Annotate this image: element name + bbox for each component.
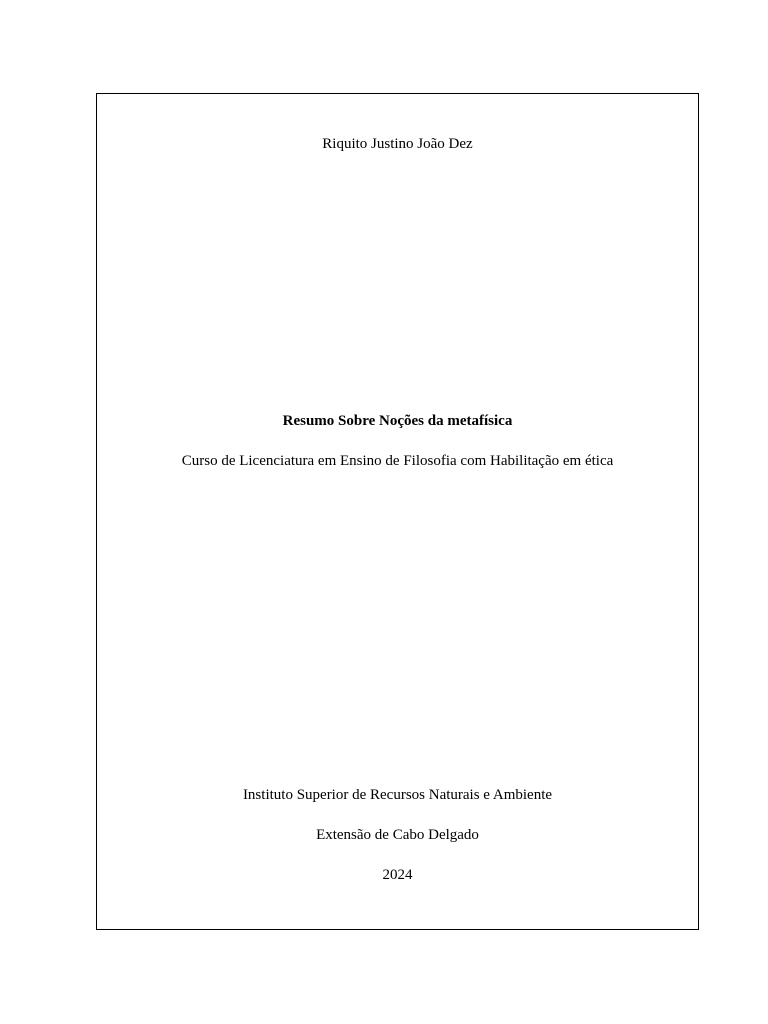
document-title: Resumo Sobre Noções da metafísica: [282, 413, 513, 429]
year: 2024: [382, 867, 413, 883]
course-name: Curso de Licenciatura em Ensino de Filosofia com Habilitação em ética: [181, 453, 614, 469]
institution-name: Instituto Superior de Recursos Naturais e Ambiente: [242, 787, 553, 803]
author-name: Riquito Justino João Dez: [322, 136, 473, 152]
campus-name: Extensão de Cabo Delgado: [316, 827, 479, 843]
cover-page: [96, 93, 699, 930]
